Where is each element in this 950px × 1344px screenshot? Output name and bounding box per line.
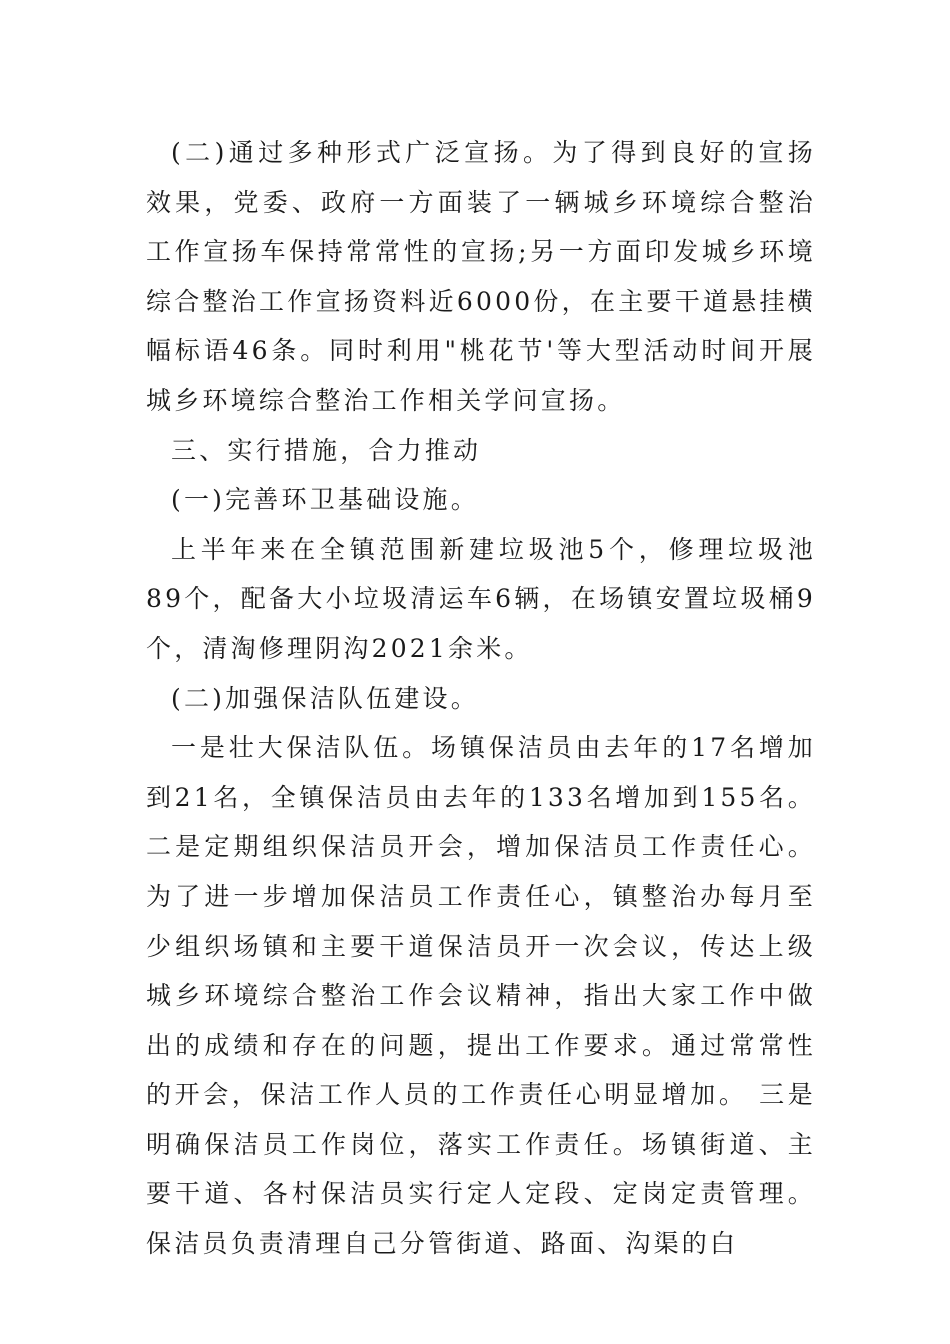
subheading-sanitation-facilities: (一)完善环卫基础设施。 — [171, 485, 479, 515]
document-body — [146, 128, 816, 1269]
subheading-cleaning-team: (二)加强保洁队伍建设。 — [171, 683, 479, 713]
paragraph-facilities: 上半年来在全镇范围新建垃圾池5个，修理垃圾池89个，配备大小垃圾清运车6辆，在场镇安置垃圾桶9个，清淘修理阴沟2021余米。 — [146, 534, 816, 663]
paragraph-publicity: (二)通过多种形式广泛宣扬。为了得到良好的宣扬效果，党委、政府一方面装了一辆城乡环境综合整治工作宣扬车保持常常性的宣扬;另一方面印发城乡环境综合整治工作宣扬资料近6000份，在主要干道悬挂横幅标语46条。同时利用"桃花节'等大型活动时间开展城乡环境综合整治工作相关学问宣扬。 — [146, 138, 816, 415]
section-heading-measures: 三、实行措施，合力推动 — [171, 435, 482, 465]
paragraph-cleaning-team: 一是壮大保洁队伍。场镇保洁员由去年的17名增加到21名，全镇保洁员由去年的133名增加到155名。二是定期组织保洁员开会，增加保洁员工作责任心。为了进一步增加保洁员工作责任心，镇整治办每月至少组织场镇和主要干道保洁员开一次会议，传达上级城乡环境综合整治工作会议精神，指出大家工作中做出的成绩和存在的问题，提出工作要求。通过常常性的开会，保洁工作人员的工作责任心明显增加。 三是明确保洁员工作岗位，落实工作责任。场镇街道、主要干道、各村保洁员实行定人定段、定岗定责管理。保洁员负责清理自己分管街道、路面、沟渠的白 — [146, 733, 816, 1259]
